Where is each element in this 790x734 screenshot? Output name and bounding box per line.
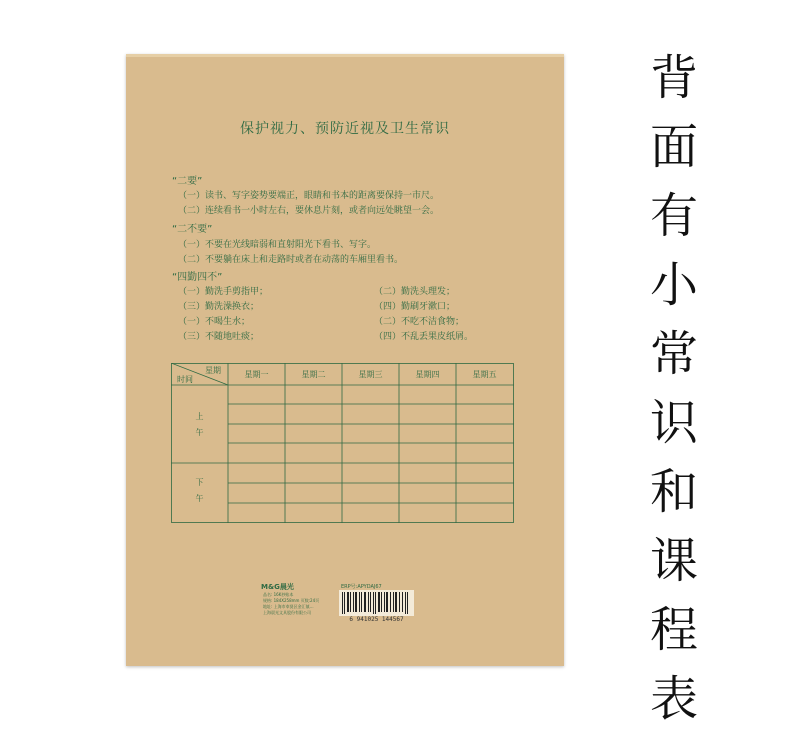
morning-label-1: 上 [195, 412, 204, 421]
product-info-line: 上海晨光文具股份有限公司 [263, 610, 311, 615]
caption-char: 程 [649, 602, 698, 658]
day-header: 星期二 [301, 370, 326, 379]
rule-item: （二）连续看书一小时左右，要休息片刻，或者向远处眺望一会。 [178, 206, 440, 216]
caption-char: 常 [649, 326, 698, 382]
caption-char: 表 [649, 671, 698, 727]
timetable [171, 363, 514, 523]
day-header: 星期一 [244, 370, 269, 379]
day-header: 星期五 [472, 370, 497, 379]
rule-item: （四）勤刷牙漱口； [374, 302, 456, 312]
caption-char: 有 [649, 188, 698, 244]
product-info-line: 地址: 上海市奉贤区金汇镇… [263, 604, 314, 609]
rule-item: （二）不要躺在床上和走路时或者在动荡的车厢里看书。 [178, 255, 404, 265]
caption-char: 识 [649, 395, 698, 451]
morning-label-2: 午 [195, 428, 204, 437]
notebook-back-cover [126, 54, 564, 666]
caption-char: 课 [649, 533, 698, 589]
section-heading-two-donts: “二不要” [172, 224, 213, 235]
rule-item: （三）勤洗澡换衣； [178, 302, 260, 312]
cover-title: 保护视力、预防近视及卫生常识 [240, 121, 450, 137]
afternoon-label-2: 午 [195, 494, 204, 503]
corner-label-time: 时间 [177, 375, 193, 384]
rule-item: （二）勤洗头理发； [374, 287, 456, 297]
barcode [339, 590, 414, 623]
rule-item: （四）不乱丢果皮纸屑。 [374, 332, 474, 342]
product-info-line: 规格: 184X258mm 页数:24页 [263, 598, 320, 603]
product-info-line: 品名: 16K抄账本 [263, 592, 294, 597]
rule-item: （一）不喝生水； [178, 317, 251, 327]
barcode-bars-icon [339, 590, 414, 616]
vertical-caption [644, 44, 704, 734]
product-info-footer [261, 582, 441, 624]
caption-char: 和 [649, 464, 698, 520]
rule-item: （二）不吃不洁食物； [374, 317, 465, 327]
barcode-number: 6 941025 144567 [349, 616, 404, 623]
rule-item: （一）不要在光线暗弱和直射阳光下看书、写字。 [178, 240, 377, 250]
day-header: 星期四 [415, 370, 440, 379]
rule-item: （三）不随地吐痰； [178, 332, 260, 342]
erp-number: ERP号:APYDAJ67 [341, 584, 382, 590]
caption-char: 小 [649, 257, 698, 313]
section-heading-four-dos-four-donts: “四勤四不” [172, 272, 223, 283]
section-heading-two-musts: “二要” [172, 176, 203, 187]
corner-label-weekday: 星期 [205, 366, 221, 375]
caption-char: 背 [649, 50, 698, 106]
caption-char: 面 [649, 119, 698, 175]
rule-item: （一）勤洗手剪指甲； [178, 287, 269, 297]
brand-logo: M&G晨光 [261, 583, 294, 591]
cover-top-edge [126, 54, 564, 57]
day-header: 星期三 [358, 370, 383, 379]
afternoon-label-1: 下 [195, 478, 204, 487]
rule-item: （一）读书、写字姿势要端正，眼睛和书本的距离要保持一市尺。 [178, 191, 440, 201]
